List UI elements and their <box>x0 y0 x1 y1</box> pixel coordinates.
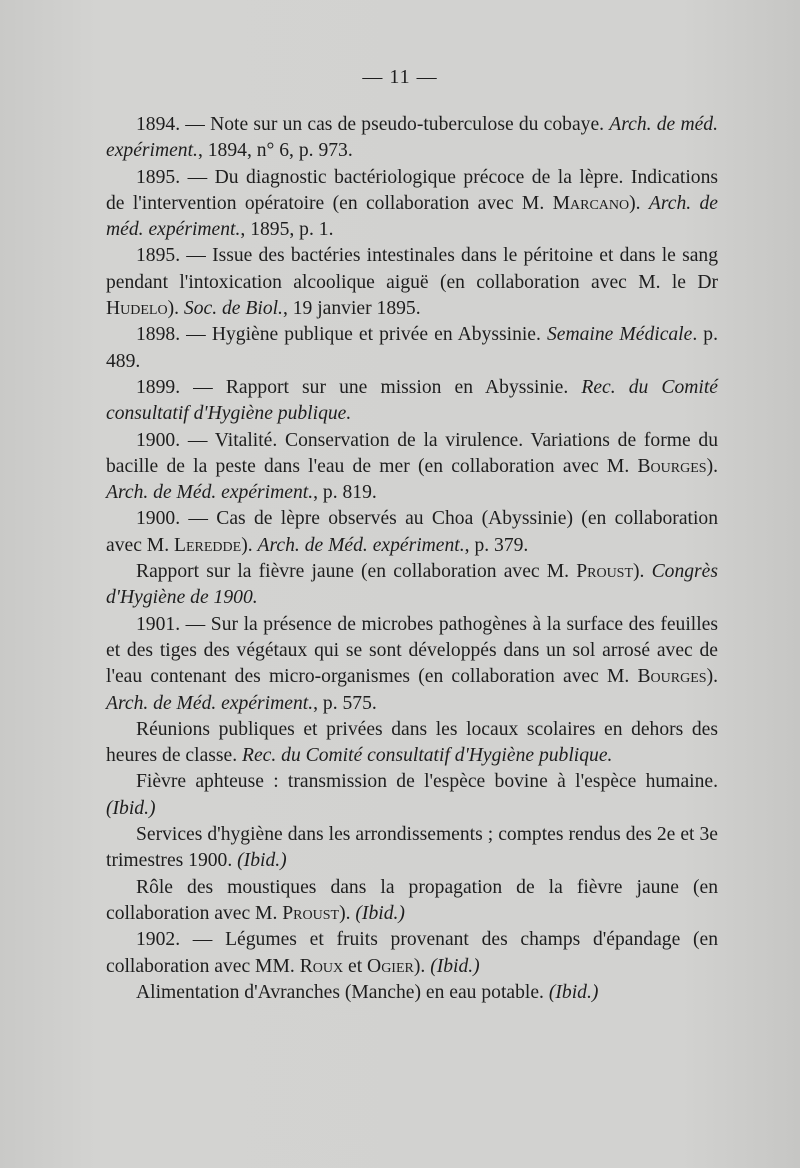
entry-text: , 1895, p. 1. <box>240 219 334 241</box>
entry-text: , p. 575. <box>313 692 377 714</box>
italic-reference: Semaine Médicale <box>546 324 693 346</box>
page-number: — 11 — <box>362 66 438 88</box>
entry-text: , 19 janvier 1895. <box>282 298 421 320</box>
bibliography-entry <box>106 927 718 980</box>
entry-text: Fièvre aphteuse : transmission de l'espèce bovine à l'espèce humaine. <box>136 771 718 793</box>
entry-text: Rôle des moustiques dans la propagation de la fièvre jaune (en collaboration avec M. <box>106 876 718 924</box>
bibliography-entry <box>106 559 718 612</box>
author-name: Ogier <box>367 955 414 977</box>
entry-text: ). <box>413 955 431 977</box>
bibliography-entry <box>106 875 718 928</box>
entry-text: 1898. — Hygiène publique et privée en Abyssinie. <box>136 324 547 346</box>
entry-text: , p. 819. <box>313 482 377 504</box>
author-name: Marcano <box>552 192 630 214</box>
entry-text: ). <box>706 455 718 477</box>
bibliography-entry <box>106 322 718 375</box>
entry-text: Réunions publiques et privées dans les locaux scolaires en dehors des heures de classe. <box>106 718 718 767</box>
bibliography-entry <box>106 506 718 559</box>
bibliography-entry <box>106 769 718 822</box>
entry-text: 1902. — Légumes et fruits provenant des champs d'épandage (en collaboration avec MM. <box>106 929 718 977</box>
entry-text: 1900. — Cas de lèpre observés au Choa (Abyssinie) (en collaboration avec M. <box>106 508 718 556</box>
author-name: Proust <box>282 902 340 924</box>
italic-reference: Soc. de Biol. <box>183 298 283 320</box>
author-name: Bourges <box>637 455 707 477</box>
entry-text: 1901. — Sur la présence de microbes pathogènes à la surface des feuilles et des tiges des végétaux qui se sont développés dans un sol arrosé avec de l'eau contenant des micro-organismes (en collaboration avec M. <box>106 613 718 688</box>
bibliography-entry <box>106 980 718 1006</box>
author-name: Bourges <box>637 666 707 688</box>
bibliography-entry <box>106 428 718 507</box>
bibliography-entry <box>106 612 718 717</box>
italic-reference: (Ibid.) <box>430 955 480 977</box>
italic-reference: (Ibid.) <box>237 850 287 872</box>
author-name: Proust <box>576 561 634 583</box>
entry-text: et <box>343 955 368 977</box>
entry-text: 1895. — Issue des bactéries intestinales dans le péritoine et dans le sang pendant l'intoxication alcoolique aiguë (en collaboration avec M. le Dr <box>106 245 718 293</box>
entry-text: ). <box>706 666 718 688</box>
entry-text: ). <box>241 534 258 556</box>
bibliography-list <box>106 112 718 1006</box>
italic-reference: Congrès d'Hygiène de 1900. <box>106 561 719 609</box>
entry-text: 1899. — Rapport sur une mission en Abyssinie. <box>136 376 582 398</box>
entry-text: Services d'hygiène dans les arrondissements ; comptes rendus des 2e et 3e trimestres 1900. <box>106 824 718 872</box>
entry-text: ). <box>339 902 356 924</box>
bibliography-entry <box>106 375 718 428</box>
italic-reference: Arch. de Méd. expériment. <box>257 534 465 556</box>
entry-text: 1895. — Du diagnostic bactériologique précoce de la lèpre. Indications de l'intervention opératoire (en collaboration avec M. <box>106 166 718 214</box>
italic-reference: Arch. de méd. expériment. <box>106 192 719 241</box>
entry-text: ). <box>167 298 184 320</box>
italic-reference: Arch. de méd. expériment. <box>106 114 718 162</box>
italic-reference: (Ibid.) <box>548 981 599 1003</box>
italic-reference: Rec. du Comité consultatif d'Hygiène publique. <box>242 745 613 767</box>
italic-reference: Arch. de Méd. expériment. <box>106 692 314 714</box>
bibliography-entry <box>106 243 718 322</box>
bibliography-entry <box>106 165 718 244</box>
italic-reference: (Ibid.) <box>106 797 156 819</box>
author-name: Roux <box>299 955 344 977</box>
entry-text: 1900. — Vitalité. Conservation de la virulence. Variations de forme du bacille de la peste dans l'eau de mer (en collaboration avec M. <box>106 429 718 477</box>
entry-text: . p. 489. <box>106 324 718 372</box>
bibliography-entry <box>106 822 718 875</box>
italic-reference: (Ibid.) <box>355 902 405 924</box>
entry-text: Alimentation d'Avranches (Manche) en eau potable. <box>136 981 549 1003</box>
entry-text: , p. 379. <box>464 534 529 556</box>
entry-text: Rapport sur la fièvre jaune (en collaboration avec M. <box>136 561 577 583</box>
entry-text: , 1894, n° 6, p. 973. <box>197 140 353 162</box>
author-name: Leredde <box>174 534 242 556</box>
italic-reference: Arch. de Méd. expériment. <box>106 482 314 504</box>
bibliography-entry <box>106 112 718 165</box>
bibliography-entry <box>106 717 718 770</box>
author-name: Hudelo <box>106 298 168 320</box>
italic-reference: Rec. du Comité consultatif d'Hygiène publique. <box>106 376 718 425</box>
entry-text: ). <box>633 561 652 583</box>
entry-text: 1894. — Note sur un cas de pseudo-tuberculose du cobaye. <box>136 114 610 135</box>
entry-text: ). <box>629 192 649 214</box>
